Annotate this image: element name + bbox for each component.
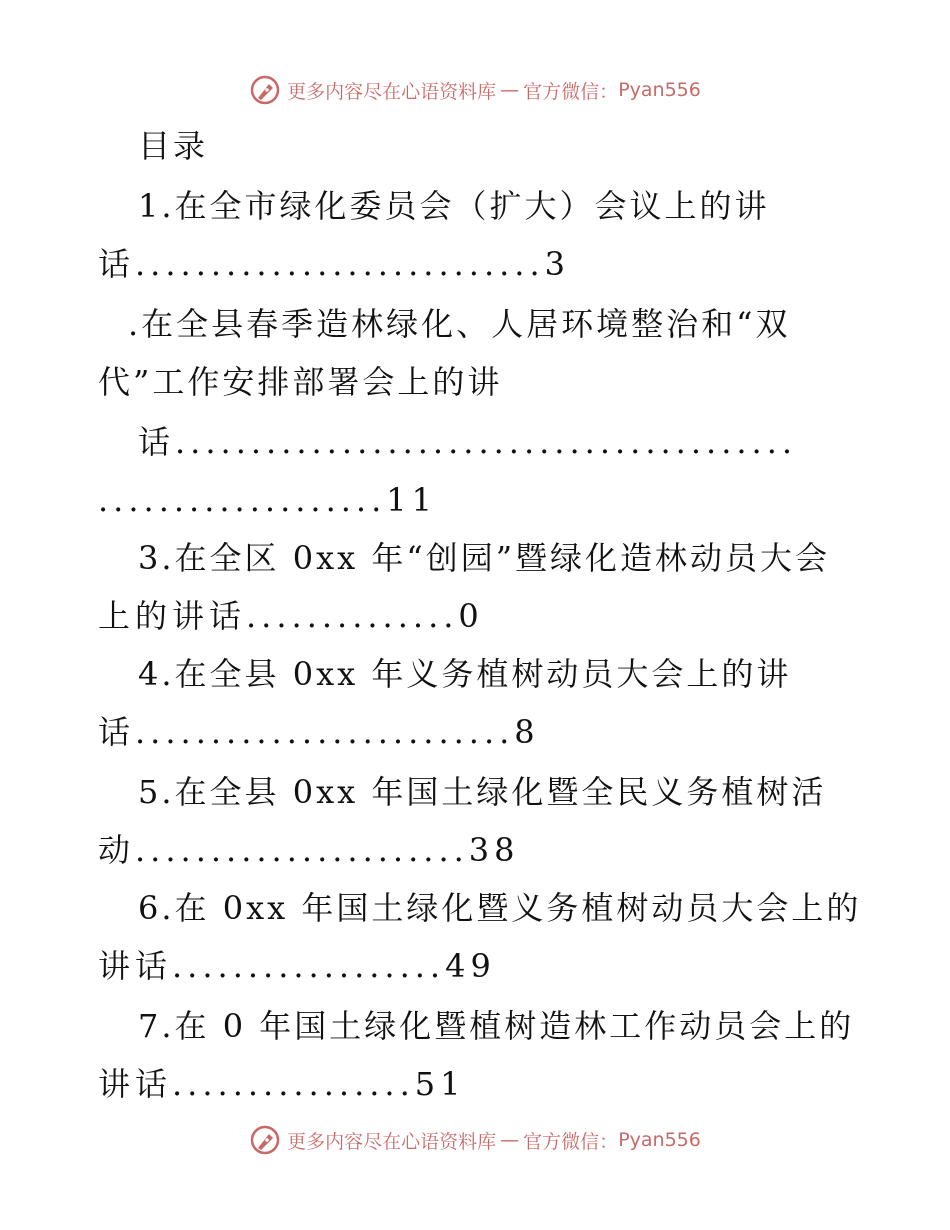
toc-entry-line: 话.........................8 — [98, 713, 540, 751]
watermark-official-label: 官方微信： — [523, 80, 619, 103]
toc-entry-line: 5.在全县 0xx 年国土绿化暨全民义务植树活 — [138, 773, 827, 811]
watermark-site-text: 更多内容尽在心语资料库 — [287, 1130, 497, 1153]
toc-entry-line: ...................11 — [98, 481, 437, 519]
toc-entry-line: 动......................38 — [98, 831, 520, 869]
toc-entry-line: .在全县春季造林绿化、人居环境整治和“双 — [128, 305, 791, 343]
watermark-footer — [0, 1120, 950, 1160]
toc-entry-line: 4.在全县 0xx 年义务植树动员大会上的讲 — [138, 655, 792, 693]
toc-heading: 目录 — [138, 127, 209, 165]
toc-entry-line: 3.在全区 0xx 年“创园”暨绿化造林动员大会 — [138, 539, 831, 577]
watermark-site-text: 更多内容尽在心语资料库 — [287, 80, 497, 103]
watermark-account: Pyan556 — [618, 1129, 701, 1151]
toc-entry-line: 代”工作安排部署会上的讲 — [98, 363, 503, 401]
toc-entry-line: 7.在 0 年国土绿化暨植树造林工作动员会上的 — [138, 1007, 855, 1045]
watermark-separator: — — [500, 79, 520, 101]
toc-entry-line: 1.在全市绿化委员会（扩大）会议上的讲 — [138, 187, 770, 225]
toc-entry-line: 话...........................3 — [98, 245, 571, 283]
pen-nib-logo-icon — [249, 74, 281, 106]
watermark-official-label: 官方微信： — [523, 1130, 619, 1153]
toc-entry-line: 6.在 0xx 年国土绿化暨义务植树动员大会上的 — [138, 889, 862, 927]
toc-entry-line: 讲话..................49 — [98, 947, 496, 985]
pen-nib-logo-icon — [249, 1124, 281, 1156]
toc-entry-line: 话......................................... — [138, 423, 798, 461]
toc-entry-line: 上的讲话..............0 — [98, 597, 484, 635]
toc-entry-line: 讲话................51 — [98, 1065, 466, 1103]
watermark-header — [0, 70, 950, 110]
watermark-separator: — — [500, 1129, 520, 1151]
watermark-account: Pyan556 — [618, 79, 701, 101]
